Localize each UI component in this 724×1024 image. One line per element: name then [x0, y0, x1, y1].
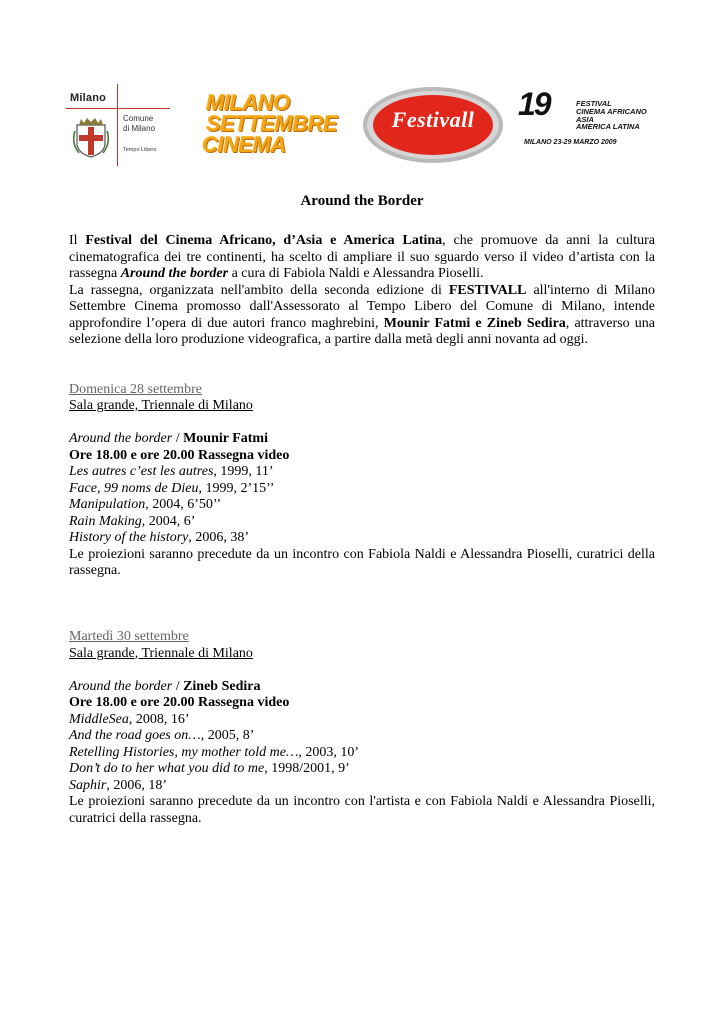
event-artist: Mounir Fatmi: [183, 431, 268, 446]
work-details: , 2004, 6’: [141, 513, 196, 529]
work-details: , 2004, 6’50’’: [145, 497, 222, 512]
fca-logo-line4: AMERICA LATINA: [576, 122, 640, 131]
document-body: [69, 233, 655, 827]
comune-di-milano-logo: [66, 84, 170, 166]
mse-logo-line1: MILANO: [206, 90, 290, 115]
work-details: , 1999, 2’15’’: [198, 480, 275, 496]
work-details: , 2005, 8’: [200, 728, 255, 743]
event-note: Le proiezioni saranno precedute da un incontro con l'artista e con Fabiola Naldi e Alessandra Pioselli, curatrici della rassegna.: [69, 794, 655, 826]
milano-logo-sub: Tempo Libero: [123, 147, 157, 153]
work-title: Rain Making: [69, 513, 142, 529]
intro-paragraph-2: [69, 283, 655, 349]
intro-p1-text: Il: [69, 233, 86, 248]
event-artist: Zineb Sedira: [183, 678, 261, 694]
event-heading: [69, 679, 655, 696]
work-title: And the road goes on…: [69, 728, 201, 743]
milano-logo-comune: [123, 114, 155, 134]
work-item: [69, 497, 655, 514]
event-venue: Sala grande, Triennale di Milano: [69, 645, 253, 661]
fca-logo-line1: FESTIVAL: [576, 99, 612, 108]
work-item: [69, 761, 655, 778]
work-title: Les autres c’est les autres: [69, 464, 214, 479]
event-date: Martedì 30 settembre: [69, 629, 189, 644]
document-title: Around the Border: [300, 193, 424, 209]
event-venue: Sala grande, Triennale di Milano: [69, 398, 253, 413]
festivall-logo: [362, 86, 504, 164]
event-date: Domenica 28 settembre: [69, 381, 202, 397]
milano-coat-of-arms-icon: [73, 117, 109, 159]
work-item: [69, 728, 655, 745]
milano-logo-comune-line2: di Milano: [123, 124, 156, 133]
work-title: Manipulation: [69, 497, 146, 512]
fca-logo-edition-number: 19: [518, 86, 550, 122]
milano-logo-comune-line1: Comune: [123, 114, 154, 123]
work-item: [69, 712, 655, 729]
work-item: [69, 778, 655, 795]
fca-logo-dates: MILANO 23-29 MARZO 2009: [524, 139, 617, 146]
event-note: Le proiezioni saranno precedute da un incontro con Fabiola Naldi e Alessandra Pioselli, curatrici della rassegna.: [69, 546, 655, 578]
intro-p2-text-3: , attraverso una selezione della loro produzione videografica, a partire dalla metà degli anni novanta ad oggi.: [69, 315, 655, 347]
fca-logo-line3: ASIA: [576, 115, 594, 124]
festivall-logo-text: Festivall: [391, 107, 475, 132]
milano-logo-rule: [66, 108, 170, 109]
intro-p2-text: La rassegna, organizzata nell'ambito della seconda edizione di: [69, 282, 449, 298]
header-logos: [66, 84, 666, 166]
work-details: , 1999, 11’: [213, 464, 274, 479]
series-name: Around the border: [120, 266, 229, 281]
event-heading: [69, 431, 655, 448]
event-series: Around the border: [69, 431, 173, 446]
event-series: Around the border: [69, 678, 173, 694]
work-title: Saphir: [69, 777, 107, 793]
festival-name: Festival del Cinema Africano, d’Asia e America Latina: [85, 233, 443, 248]
event-times: Ore 18.00 e ore 20.00 Rassegna video: [69, 695, 290, 710]
work-title: Don’t do to her what you did to me: [69, 761, 265, 776]
artists-names: Mounir Fatmi e Zineb Sedira: [383, 315, 566, 331]
milano-logo-divider: [117, 84, 118, 166]
work-details: 2003, 10’: [301, 744, 360, 760]
event-times: Ore 18.00 e ore 20.00 Rassegna video: [69, 447, 290, 463]
work-item: [69, 514, 655, 531]
intro-paragraph-1: [69, 233, 655, 283]
work-details: , 2006, 18’: [106, 777, 168, 793]
work-details: , 1998/2001, 9’: [264, 761, 350, 776]
milano-settembre-cinema-logo: [202, 90, 351, 160]
milano-logo-title: Milano: [70, 92, 107, 104]
work-title: MiddleSea: [69, 711, 129, 727]
work-title: Retelling Histories, my mother told me…,: [69, 744, 302, 760]
event-block-2: [69, 629, 655, 827]
festivall-name: FESTIVALL: [448, 282, 527, 298]
mse-logo-line2: SETTEMBRE: [206, 111, 338, 136]
work-title: History of the history: [69, 530, 189, 545]
work-details: , 2008, 16’: [128, 711, 190, 727]
work-item: [69, 481, 655, 498]
intro-p2-text-2: all'interno di Milano Settembre Cinema promosso dall'Assessorato al Tempo Libero del Comune di Milano, intende approfondire l’opera di due autori franco maghrebini,: [69, 282, 655, 331]
intro-p1-text-3: a cura di Fabiola Naldi e Alessandra Pioselli.: [228, 266, 484, 281]
mse-logo-line3: CINEMA: [202, 132, 286, 157]
work-item: [69, 464, 655, 481]
work-item: [69, 745, 655, 762]
work-title: Face, 99 noms de Dieu: [69, 480, 199, 496]
work-details: , 2006, 38’: [188, 530, 250, 545]
event-separator: /: [172, 678, 184, 694]
event-block-1: [69, 382, 655, 580]
festival-cinema-africano-logo: [518, 86, 666, 148]
work-item: [69, 530, 655, 547]
fca-logo-line2: CINEMA AFRICANO: [576, 107, 647, 116]
event-separator: /: [172, 431, 184, 446]
intro-p1-text-2: , che promuove da anni la cultura cinematografica dei tre continenti, ha scelto di ampliare il suo sguardo verso il video d’artista con la rassegna: [69, 233, 656, 281]
